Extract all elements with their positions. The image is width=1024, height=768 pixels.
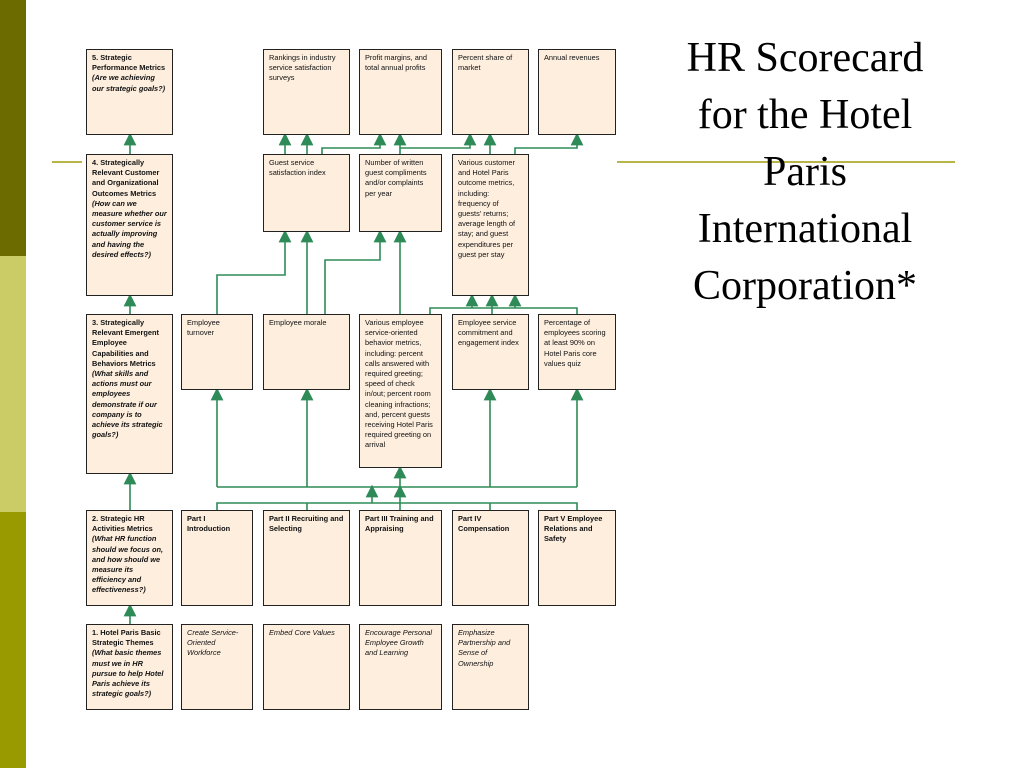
- title-line: Corporation*: [693, 263, 917, 309]
- metric-box: Percentage of employees scoring at least 90% on Hotel Paris core values quiz: [538, 314, 616, 390]
- sidebar-strip-dark: [0, 0, 26, 256]
- hr-activity-box: Part V Employee Relations and Safety: [538, 510, 616, 606]
- metric-box: Guest service satisfaction index: [263, 154, 350, 232]
- row3-label-box: [86, 314, 173, 474]
- row-label-question: (Are we achieving our strategic goals?): [92, 73, 166, 93]
- sidebar-strip-mid: [0, 512, 26, 768]
- row2-label-box: [86, 510, 173, 606]
- flow-arrow: [430, 300, 515, 314]
- metric-box: Employee service commitment and engagement index: [452, 314, 529, 390]
- metric-box: Rankings in industry service satisfaction surveys: [263, 49, 350, 135]
- strategic-theme-box: Embed Core Values: [263, 624, 350, 710]
- metric-box: Percent share of market: [452, 49, 529, 135]
- flow-connector: [217, 503, 577, 510]
- title-line: for the Hotel: [697, 92, 913, 138]
- metric-box: Various employee service-oriented behavior metrics, including: percent calls answered with required greeting; speed of check in/out; percent room cleaning infractions; and, percent guests receiving Hotel Paris required greeting on arrival: [359, 314, 442, 468]
- metric-box: Employee turnover: [181, 314, 253, 390]
- slide-title: [640, 30, 970, 315]
- row-label-heading: 5. Strategic Performance Metrics: [92, 53, 166, 73]
- strategic-theme-box: Create Service-Oriented Workforce: [181, 624, 253, 710]
- title-line: HR Scorecard: [686, 35, 924, 81]
- flow-arrow: [322, 139, 380, 154]
- row-label-question: (How can we measure whether our customer service is actually improving and having the desired effects?): [92, 198, 167, 259]
- hr-activity-box: Part II Recruiting and Selecting: [263, 510, 350, 606]
- row1-label-box: [86, 624, 173, 710]
- title-rule-left: [52, 161, 82, 163]
- strategic-theme-box: Emphasize Partnership and Sense of Ownership: [452, 624, 529, 710]
- hr-activity-box: Part III Training and Appraising: [359, 510, 442, 606]
- title-line: Paris: [763, 149, 847, 195]
- row-label-question: (What skills and actions must our employees demonstrate if our company is to achieve its strategic goals?): [92, 369, 163, 440]
- title-line: International: [697, 206, 913, 252]
- metric-box: Profit margins, and total annual profits: [359, 49, 442, 135]
- row5-label-box: [86, 49, 173, 135]
- row4-label-box: [86, 154, 173, 296]
- flow-arrow: [515, 139, 577, 154]
- hr-activity-box: Part I Introduction: [181, 510, 253, 606]
- strategic-theme-box: Encourage Personal Employee Growth and Learning: [359, 624, 442, 710]
- row-label-question: (What basic themes must we in HR pursue to help Hotel Paris achieve its strategic goals?): [92, 648, 164, 699]
- flow-arrow: [400, 139, 470, 148]
- metric-box: Various customer and Hotel Paris outcome metrics, including: frequency of guests' returns; average length of stay; and guest expenditures per guest per stay: [452, 154, 529, 296]
- row-label-heading: 1. Hotel Paris Basic Strategic Themes: [92, 628, 161, 648]
- flow-arrow: [217, 236, 285, 314]
- row-label-question: (What HR function should we focus on, and how should we measure its efficiency and effectiveness?): [92, 534, 164, 595]
- row-label-heading: 4. Strategically Relevant Customer and Organizational Outcomes Metrics: [92, 158, 160, 198]
- metric-box: Number of written guest compliments and/or complaints per year: [359, 154, 442, 232]
- sidebar-strip-light: [0, 256, 26, 512]
- flow-arrow: [325, 236, 380, 314]
- metric-box: Annual revenues: [538, 49, 616, 135]
- metric-box: Employee morale: [263, 314, 350, 390]
- row-label-heading: 2. Strategic HR Activities Metrics: [92, 514, 153, 534]
- row-label-heading: 3. Strategically Relevant Emergent Employee Capabilities and Behaviors Metrics: [92, 318, 159, 368]
- hr-activity-box: Part IV Compensation: [452, 510, 529, 606]
